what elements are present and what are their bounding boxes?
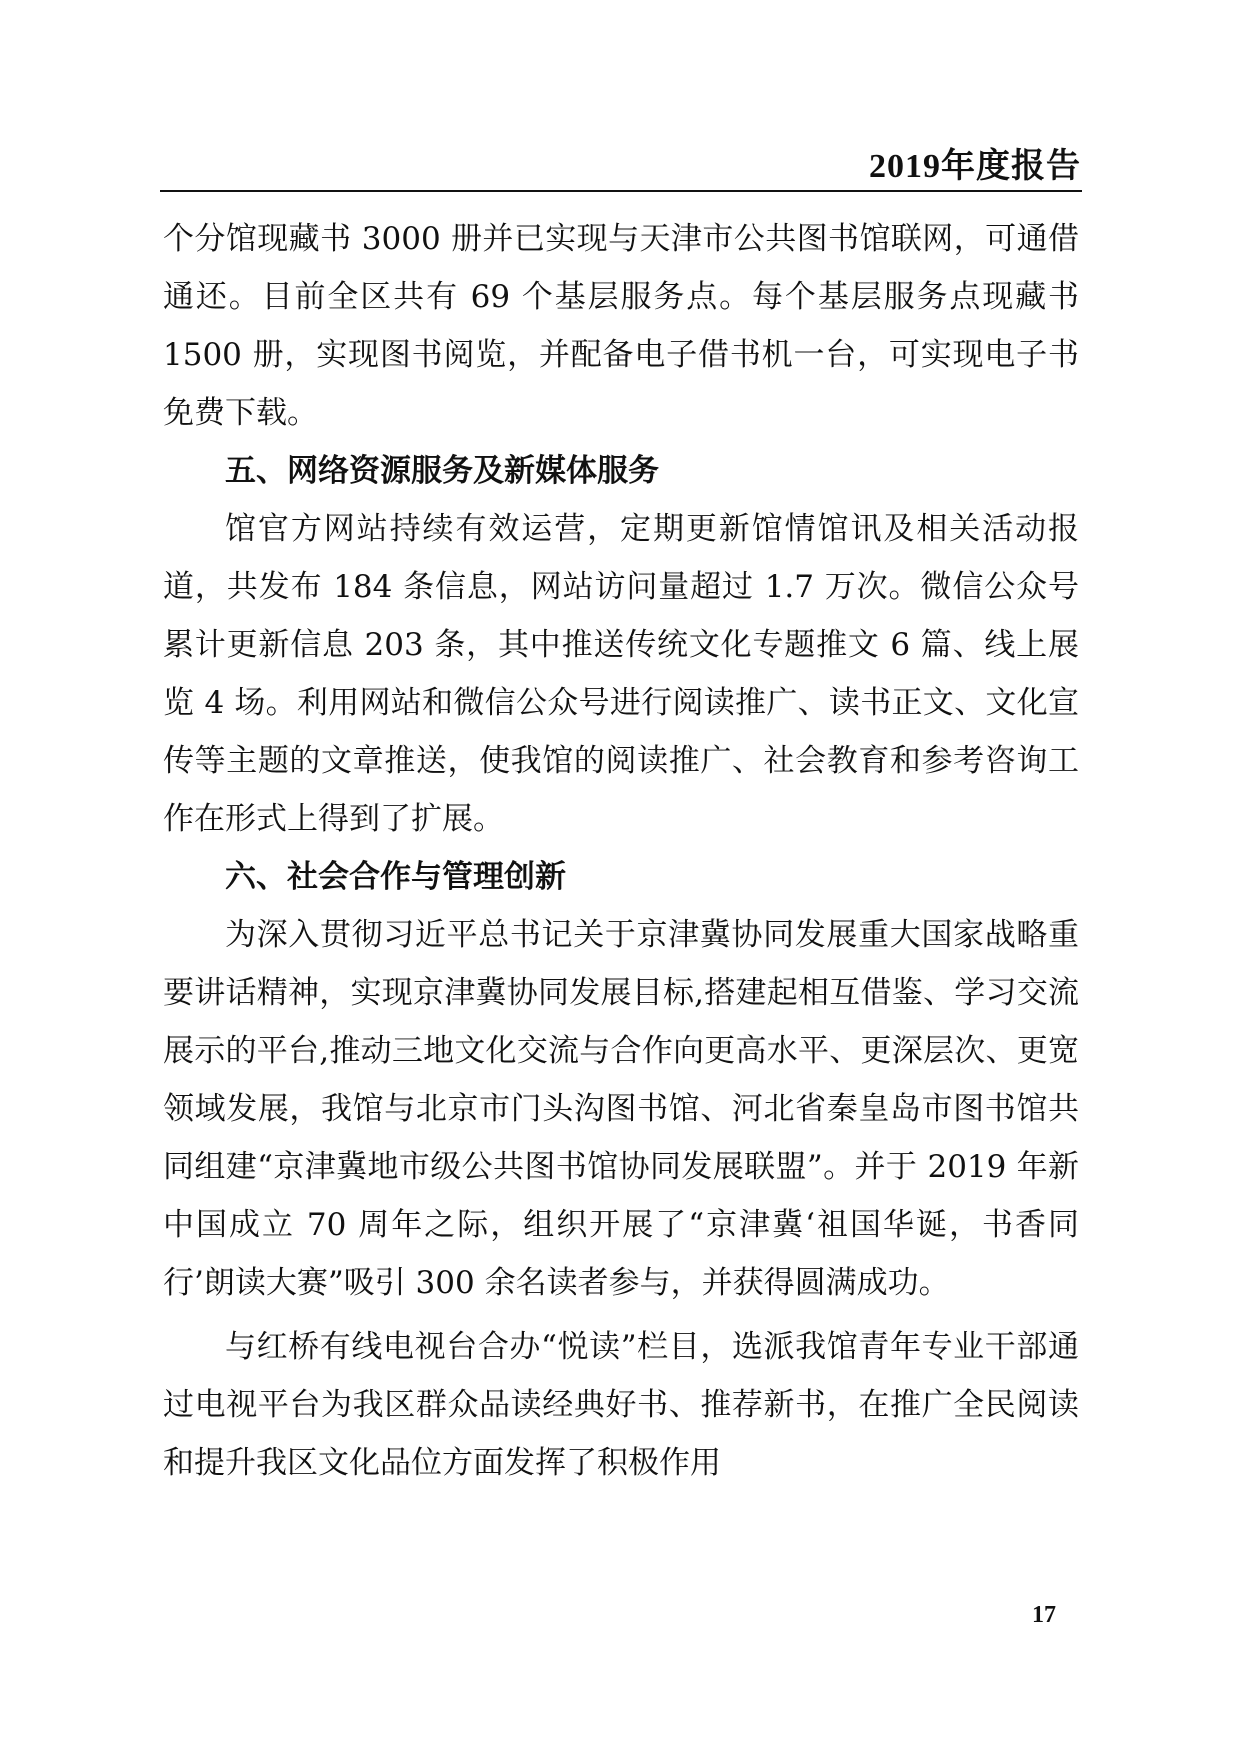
header-rule: [160, 190, 1082, 192]
body-text: [163, 210, 1079, 1492]
running-header-title: 2019年度报告: [869, 148, 1081, 185]
paragraph-tv-program: 与红桥有线电视台合办“悦读”栏目，选派我馆青年专业干部通过电视平台为我区群众品读经典好书、推荐新书，在推广全民阅读和提升我区文化品位方面发挥了积极作用: [163, 1329, 1079, 1481]
paragraph-network-services: 馆官方网站持续有效运营，定期更新馆情馆讯及相关活动报道，共发布 184 条信息，网站访问量超过 1.7 万次。微信公众号累计更新信息 203 条，其中推送传统文化专题推文 6 篇、线上展览 4 场。利用网站和微信公众号进行阅读推广、读书正文、文化宣传等主题的文章推送，使我馆的阅读推广、社会教育和参考咨询工作在形式上得到了扩展。: [163, 511, 1079, 837]
paragraph-branch-collections: 个分馆现藏书 3000 册并已实现与天津市公共图书馆联网，可通借通还。目前全区共有 69 个基层服务点。每个基层服务点现藏书 1500 册，实现图书阅览，并配备电子借书机一台，可实现电子书免费下载。: [163, 221, 1079, 431]
paragraph-social-cooperation: 为深入贯彻习近平总书记关于京津冀协同发展重大国家战略重要讲话精神，实现京津冀协同发展目标,搭建起相互借鉴、学习交流展示的平台,推动三地文化交流与合作向更高水平、更深层次、更宽领域发展，我馆与北京市门头沟图书馆、河北省秦皇岛市图书馆共同组建“京津冀地市级公共图书馆协同发展联盟”。并于 2019 年新中国成立 70 周年之际，组织开展了“京津冀‘祖国华诞，书香同行’朗读大赛”吸引 300 余名读者参与，并获得圆满成功。: [163, 917, 1079, 1301]
section-heading-network-services: 五、网络资源服务及新媒体服务: [225, 453, 659, 489]
section-heading-social-cooperation: 六、社会合作与管理创新: [225, 859, 566, 895]
page-number: 17: [1032, 1602, 1056, 1628]
